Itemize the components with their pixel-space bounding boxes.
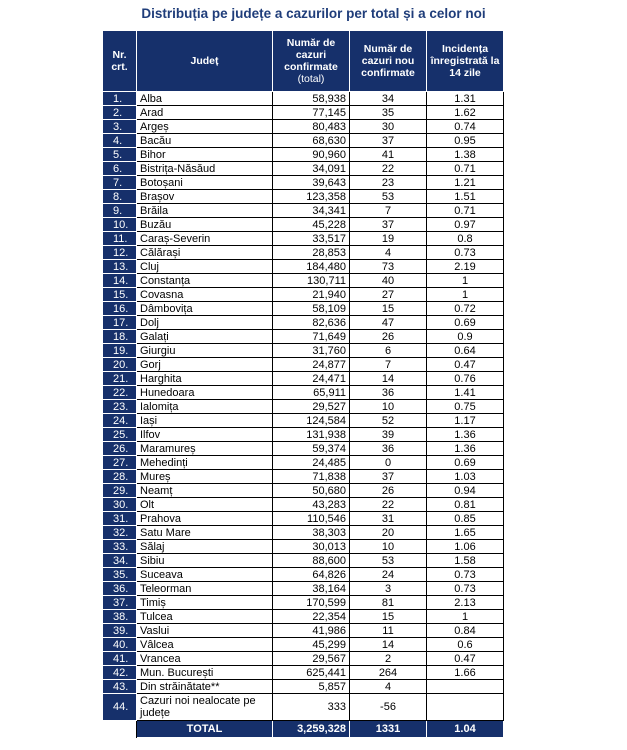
table-row — [103, 386, 504, 400]
incidence-14d: 0.6 — [427, 638, 504, 652]
incidence-14d: 1.31 — [427, 92, 504, 106]
new-cases: 10 — [350, 400, 427, 414]
county-name: Buzău — [137, 218, 273, 232]
new-cases: 10 — [350, 540, 427, 554]
confirmed-total: 41,986 — [273, 624, 350, 638]
row-number: 40. — [103, 638, 137, 652]
row-number: 14. — [103, 274, 137, 288]
row-number: 8. — [103, 190, 137, 204]
row-number: 34. — [103, 554, 137, 568]
confirmed-total: 88,600 — [273, 554, 350, 568]
row-number: 43. — [103, 680, 137, 694]
incidence-14d: 1.58 — [427, 554, 504, 568]
confirmed-total: 22,354 — [273, 610, 350, 624]
county-name: Arad — [137, 106, 273, 120]
county-cases-table — [102, 30, 504, 738]
header-confirmed — [273, 31, 350, 92]
page-title: Distribuția pe județe a cazurilor per total și a celor noi — [141, 6, 486, 21]
row-number: 2. — [103, 106, 137, 120]
confirmed-total: 45,228 — [273, 218, 350, 232]
county-name: Harghita — [137, 372, 273, 386]
new-cases: 31 — [350, 512, 427, 526]
table-row — [103, 582, 504, 596]
incidence-14d: 0.97 — [427, 218, 504, 232]
confirmed-total: 43,283 — [273, 498, 350, 512]
row-number: 9. — [103, 204, 137, 218]
confirmed-total: 33,517 — [273, 232, 350, 246]
confirmed-total: 71,649 — [273, 330, 350, 344]
new-cases: 20 — [350, 526, 427, 540]
table-row — [103, 246, 504, 260]
table-row — [103, 638, 504, 652]
row-number: 27. — [103, 456, 137, 470]
table-row — [103, 190, 504, 204]
incidence-14d: 0.95 — [427, 134, 504, 148]
row-number: 21. — [103, 372, 137, 386]
row-number: 32. — [103, 526, 137, 540]
new-cases: 4 — [350, 246, 427, 260]
confirmed-total: 58,109 — [273, 302, 350, 316]
new-cases: 53 — [350, 190, 427, 204]
new-cases: 15 — [350, 302, 427, 316]
confirmed-total: 50,680 — [273, 484, 350, 498]
new-cases: 40 — [350, 274, 427, 288]
confirmed-total: 24,877 — [273, 358, 350, 372]
row-number: 42. — [103, 666, 137, 680]
county-name: Bacău — [137, 134, 273, 148]
header-confirmed-sub: (total) — [297, 73, 325, 85]
row-number: 37. — [103, 596, 137, 610]
confirmed-total: 333 — [273, 694, 350, 721]
confirmed-total: 184,480 — [273, 260, 350, 274]
table-row — [103, 218, 504, 232]
row-number: 30. — [103, 498, 137, 512]
table-row — [103, 162, 504, 176]
county-name: Suceava — [137, 568, 273, 582]
table-row — [103, 428, 504, 442]
header-judet: Județ — [137, 31, 273, 92]
table-row — [103, 344, 504, 358]
confirmed-total: 110,546 — [273, 512, 350, 526]
header-incidence: Incidența înregistrată la 14 zile — [427, 31, 504, 92]
county-name: Ilfov — [137, 428, 273, 442]
new-cases: 73 — [350, 260, 427, 274]
confirmed-total: 124,584 — [273, 414, 350, 428]
table-row — [103, 470, 504, 484]
county-name: Mun. București — [137, 666, 273, 680]
incidence-14d: 0.94 — [427, 484, 504, 498]
confirmed-total: 30,013 — [273, 540, 350, 554]
confirmed-total: 131,938 — [273, 428, 350, 442]
table-row — [103, 358, 504, 372]
county-name: Cazuri noi nealocate pe județe — [137, 694, 273, 721]
incidence-14d: 1.65 — [427, 526, 504, 540]
new-cases: 26 — [350, 484, 427, 498]
confirmed-total: 38,303 — [273, 526, 350, 540]
table-row — [103, 260, 504, 274]
incidence-14d: 1.51 — [427, 190, 504, 204]
incidence-14d: 0.71 — [427, 162, 504, 176]
table-row — [103, 554, 504, 568]
new-cases: 26 — [350, 330, 427, 344]
table-row — [103, 540, 504, 554]
table-row — [103, 512, 504, 526]
new-cases: 53 — [350, 554, 427, 568]
county-name: Brașov — [137, 190, 273, 204]
row-number: 16. — [103, 302, 137, 316]
county-name: Satu Mare — [137, 526, 273, 540]
table-row — [103, 596, 504, 610]
incidence-14d: 1.38 — [427, 148, 504, 162]
row-number: 35. — [103, 568, 137, 582]
new-cases: 22 — [350, 498, 427, 512]
incidence-14d — [427, 680, 504, 694]
row-number: 18. — [103, 330, 137, 344]
county-name: Călărași — [137, 246, 273, 260]
county-name: Olt — [137, 498, 273, 512]
incidence-14d: 1.36 — [427, 428, 504, 442]
table-row — [103, 442, 504, 456]
row-number: 19. — [103, 344, 137, 358]
table-row — [103, 484, 504, 498]
county-name: Neamț — [137, 484, 273, 498]
table-row — [103, 414, 504, 428]
county-name: Bistrița-Năsăud — [137, 162, 273, 176]
incidence-14d: 0.47 — [427, 652, 504, 666]
total-new: 1331 — [350, 721, 427, 738]
incidence-14d: 1 — [427, 274, 504, 288]
table-row — [103, 148, 504, 162]
incidence-14d: 1.03 — [427, 470, 504, 484]
confirmed-total: 34,341 — [273, 204, 350, 218]
row-number: 17. — [103, 316, 137, 330]
row-number: 12. — [103, 246, 137, 260]
incidence-14d: 1.17 — [427, 414, 504, 428]
table-row — [103, 498, 504, 512]
table-row — [103, 624, 504, 638]
county-name: Vâlcea — [137, 638, 273, 652]
county-name: Maramureș — [137, 442, 273, 456]
incidence-14d: 0.74 — [427, 120, 504, 134]
incidence-14d: 0.47 — [427, 358, 504, 372]
new-cases: 24 — [350, 568, 427, 582]
new-cases: 37 — [350, 470, 427, 484]
county-name: Vaslui — [137, 624, 273, 638]
table-row — [103, 288, 504, 302]
confirmed-total: 29,567 — [273, 652, 350, 666]
new-cases: 52 — [350, 414, 427, 428]
confirmed-total: 68,630 — [273, 134, 350, 148]
county-name: Caraș-Severin — [137, 232, 273, 246]
incidence-14d: 0.71 — [427, 204, 504, 218]
new-cases: 35 — [350, 106, 427, 120]
county-name: Mureș — [137, 470, 273, 484]
row-number: 23. — [103, 400, 137, 414]
new-cases: 2 — [350, 652, 427, 666]
incidence-14d: 0.72 — [427, 302, 504, 316]
county-name: Botoșani — [137, 176, 273, 190]
confirmed-total: 123,358 — [273, 190, 350, 204]
table-row — [103, 134, 504, 148]
county-name: Cluj — [137, 260, 273, 274]
incidence-14d: 0.73 — [427, 246, 504, 260]
table-row — [103, 456, 504, 470]
county-name: Vrancea — [137, 652, 273, 666]
new-cases: 6 — [350, 344, 427, 358]
new-cases: 36 — [350, 386, 427, 400]
row-number: 33. — [103, 540, 137, 554]
new-cases: 47 — [350, 316, 427, 330]
row-number: 13. — [103, 260, 137, 274]
new-cases: 11 — [350, 624, 427, 638]
confirmed-total: 64,826 — [273, 568, 350, 582]
table-row — [103, 372, 504, 386]
confirmed-total: 31,760 — [273, 344, 350, 358]
row-number: 39. — [103, 624, 137, 638]
confirmed-total: 71,838 — [273, 470, 350, 484]
new-cases: 14 — [350, 638, 427, 652]
incidence-14d: 0.64 — [427, 344, 504, 358]
confirmed-total: 65,911 — [273, 386, 350, 400]
table-row — [103, 120, 504, 134]
table-row — [103, 694, 504, 721]
new-cases: 4 — [350, 680, 427, 694]
county-name: Iași — [137, 414, 273, 428]
total-label: TOTAL — [137, 721, 273, 738]
confirmed-total: 24,471 — [273, 372, 350, 386]
county-name: Sibiu — [137, 554, 273, 568]
table-row — [103, 400, 504, 414]
row-number: 11. — [103, 232, 137, 246]
new-cases: 15 — [350, 610, 427, 624]
row-number: 38. — [103, 610, 137, 624]
table-row — [103, 526, 504, 540]
new-cases: 14 — [350, 372, 427, 386]
new-cases: 23 — [350, 176, 427, 190]
table-row — [103, 232, 504, 246]
confirmed-total: 90,960 — [273, 148, 350, 162]
table-row — [103, 274, 504, 288]
row-number: 36. — [103, 582, 137, 596]
incidence-14d: 1.66 — [427, 666, 504, 680]
table-row — [103, 204, 504, 218]
incidence-14d: 0.9 — [427, 330, 504, 344]
confirmed-total: 625,441 — [273, 666, 350, 680]
row-number: 26. — [103, 442, 137, 456]
confirmed-total: 130,711 — [273, 274, 350, 288]
confirmed-total: 29,527 — [273, 400, 350, 414]
confirmed-total: 34,091 — [273, 162, 350, 176]
incidence-14d: 0.73 — [427, 568, 504, 582]
header-confirmed-label: Număr de cazuri confirmate — [284, 37, 338, 73]
county-name: Din străinătate** — [137, 680, 273, 694]
county-name: Timiș — [137, 596, 273, 610]
row-number: 28. — [103, 470, 137, 484]
new-cases: 30 — [350, 120, 427, 134]
row-number: 29. — [103, 484, 137, 498]
total-row — [103, 721, 504, 738]
county-name: Prahova — [137, 512, 273, 526]
row-number: 41. — [103, 652, 137, 666]
incidence-14d: 0.8 — [427, 232, 504, 246]
new-cases: 41 — [350, 148, 427, 162]
county-name: Bihor — [137, 148, 273, 162]
new-cases: 39 — [350, 428, 427, 442]
confirmed-total: 170,599 — [273, 596, 350, 610]
incidence-14d: 0.85 — [427, 512, 504, 526]
incidence-14d: 1.41 — [427, 386, 504, 400]
county-name: Giurgiu — [137, 344, 273, 358]
table-row — [103, 92, 504, 106]
incidence-14d: 0.69 — [427, 456, 504, 470]
new-cases: 27 — [350, 288, 427, 302]
new-cases: 7 — [350, 204, 427, 218]
county-name: Galați — [137, 330, 273, 344]
total-confirmed: 3,259,328 — [273, 721, 350, 738]
confirmed-total: 28,853 — [273, 246, 350, 260]
county-name: Argeș — [137, 120, 273, 134]
table-row — [103, 568, 504, 582]
county-name: Alba — [137, 92, 273, 106]
new-cases: 19 — [350, 232, 427, 246]
row-number: 25. — [103, 428, 137, 442]
table-row — [103, 330, 504, 344]
incidence-14d: 0.84 — [427, 624, 504, 638]
incidence-14d: 0.76 — [427, 372, 504, 386]
row-number: 5. — [103, 148, 137, 162]
header-nr: Nr. crt. — [103, 31, 137, 92]
table-row — [103, 610, 504, 624]
county-name: Dolj — [137, 316, 273, 330]
table-row — [103, 176, 504, 190]
confirmed-total: 21,940 — [273, 288, 350, 302]
county-name: Constanța — [137, 274, 273, 288]
row-number: 6. — [103, 162, 137, 176]
row-number: 3. — [103, 120, 137, 134]
confirmed-total: 77,145 — [273, 106, 350, 120]
confirmed-total: 24,485 — [273, 456, 350, 470]
new-cases: 34 — [350, 92, 427, 106]
confirmed-total: 45,299 — [273, 638, 350, 652]
incidence-14d: 0.73 — [427, 582, 504, 596]
new-cases: 37 — [350, 218, 427, 232]
new-cases: 81 — [350, 596, 427, 610]
incidence-14d — [427, 694, 504, 721]
row-number: 15. — [103, 288, 137, 302]
incidence-14d: 2.13 — [427, 596, 504, 610]
total-blank-cell — [103, 721, 137, 738]
row-number: 1. — [103, 92, 137, 106]
confirmed-total: 58,938 — [273, 92, 350, 106]
table-row — [103, 666, 504, 680]
new-cases: -56 — [350, 694, 427, 721]
incidence-14d: 0.81 — [427, 498, 504, 512]
county-name: Covasna — [137, 288, 273, 302]
county-name: Sălaj — [137, 540, 273, 554]
county-name: Teleorman — [137, 582, 273, 596]
row-number: 4. — [103, 134, 137, 148]
row-number: 24. — [103, 414, 137, 428]
table-row — [103, 302, 504, 316]
confirmed-total: 82,636 — [273, 316, 350, 330]
header-new: Număr de cazuri nou confirmate — [350, 31, 427, 92]
new-cases: 3 — [350, 582, 427, 596]
county-name: Dâmbovița — [137, 302, 273, 316]
county-name: Tulcea — [137, 610, 273, 624]
new-cases: 264 — [350, 666, 427, 680]
incidence-14d: 2.19 — [427, 260, 504, 274]
incidence-14d: 1.36 — [427, 442, 504, 456]
confirmed-total: 38,164 — [273, 582, 350, 596]
table-body — [103, 92, 504, 721]
county-name: Brăila — [137, 204, 273, 218]
incidence-14d: 1 — [427, 610, 504, 624]
incidence-14d: 0.75 — [427, 400, 504, 414]
row-number: 44. — [103, 694, 137, 721]
table-row — [103, 316, 504, 330]
new-cases: 7 — [350, 358, 427, 372]
row-number: 31. — [103, 512, 137, 526]
row-number: 20. — [103, 358, 137, 372]
new-cases: 0 — [350, 456, 427, 470]
county-name: Mehedinți — [137, 456, 273, 470]
incidence-14d: 1 — [427, 288, 504, 302]
row-number: 22. — [103, 386, 137, 400]
incidence-14d: 1.62 — [427, 106, 504, 120]
county-name: Ialomița — [137, 400, 273, 414]
confirmed-total: 80,483 — [273, 120, 350, 134]
confirmed-total: 59,374 — [273, 442, 350, 456]
new-cases: 22 — [350, 162, 427, 176]
incidence-14d: 0.69 — [427, 316, 504, 330]
row-number: 7. — [103, 176, 137, 190]
table-row — [103, 680, 504, 694]
new-cases: 37 — [350, 134, 427, 148]
confirmed-total: 39,643 — [273, 176, 350, 190]
table-row — [103, 652, 504, 666]
row-number: 10. — [103, 218, 137, 232]
total-incidence: 1.04 — [427, 721, 504, 738]
incidence-14d: 1.21 — [427, 176, 504, 190]
county-name: Gorj — [137, 358, 273, 372]
table-row — [103, 106, 504, 120]
county-name: Hunedoara — [137, 386, 273, 400]
confirmed-total: 5,857 — [273, 680, 350, 694]
incidence-14d: 1.06 — [427, 540, 504, 554]
new-cases: 36 — [350, 442, 427, 456]
